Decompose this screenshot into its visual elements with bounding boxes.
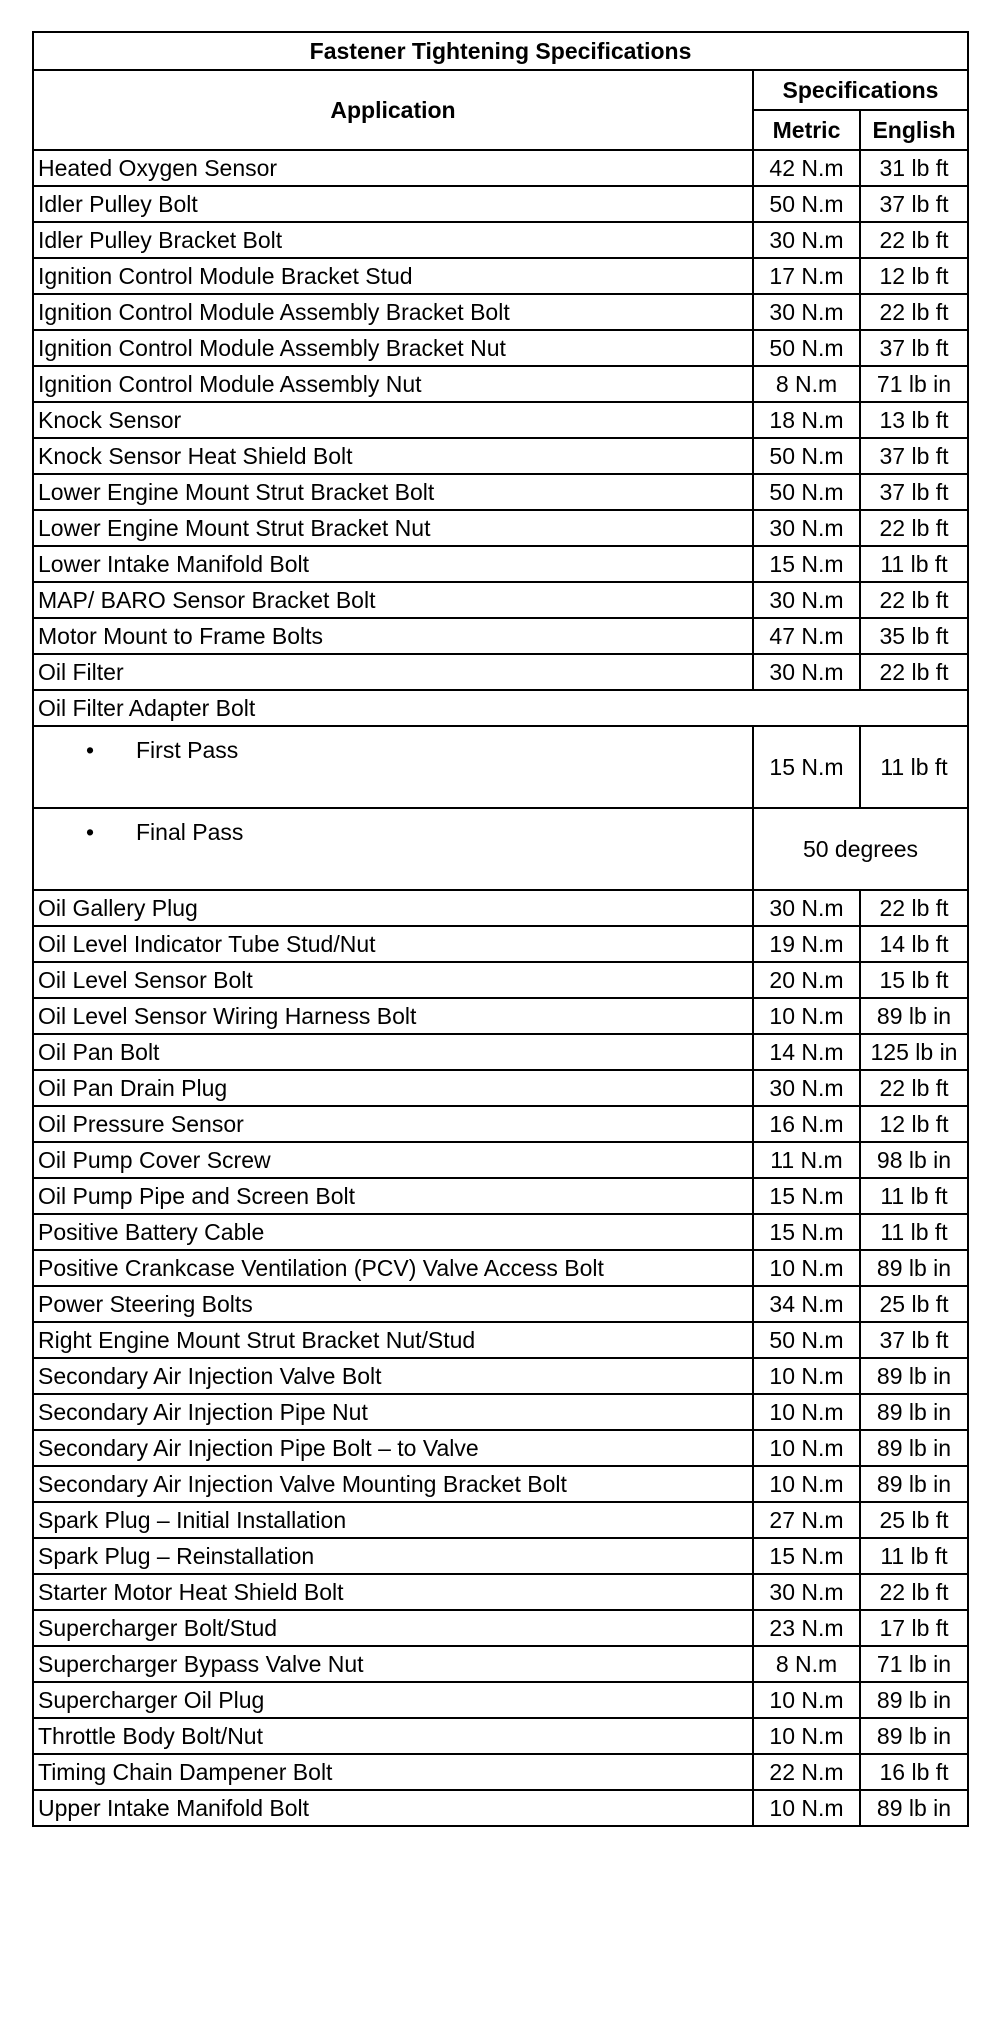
table-row: [33, 294, 968, 330]
metric-cell: 19 N.m: [753, 926, 860, 962]
application-cell: Heated Oxygen Sensor: [33, 150, 753, 186]
table-row: [33, 1178, 968, 1214]
english-cell: 37 lb ft: [860, 186, 968, 222]
metric-cell: 20 N.m: [753, 962, 860, 998]
metric-cell: 8 N.m: [753, 1646, 860, 1682]
metric-cell: 22 N.m: [753, 1754, 860, 1790]
english-cell: 89 lb in: [860, 1790, 968, 1826]
metric-cell: 50 N.m: [753, 1322, 860, 1358]
table-row: [33, 1358, 968, 1394]
metric-cell: 18 N.m: [753, 402, 860, 438]
application-cell: Positive Battery Cable: [33, 1214, 753, 1250]
application-cell: Supercharger Oil Plug: [33, 1682, 753, 1718]
combined-spec-cell: 50 degrees: [753, 808, 968, 890]
english-cell: 13 lb ft: [860, 402, 968, 438]
english-cell: 11 lb ft: [860, 726, 968, 808]
table-row: [33, 926, 968, 962]
english-cell: 98 lb in: [860, 1142, 968, 1178]
metric-cell: 30 N.m: [753, 510, 860, 546]
metric-cell: 16 N.m: [753, 1106, 860, 1142]
english-cell: 89 lb in: [860, 1718, 968, 1754]
application-cell: Secondary Air Injection Valve Mounting Bracket Bolt: [33, 1466, 753, 1502]
table-row: [33, 890, 968, 926]
table-row: [33, 222, 968, 258]
metric-cell: 30 N.m: [753, 222, 860, 258]
table-row: [33, 1322, 968, 1358]
english-cell: 11 lb ft: [860, 546, 968, 582]
table-row: [33, 1502, 968, 1538]
english-cell: 22 lb ft: [860, 1574, 968, 1610]
english-cell: 16 lb ft: [860, 1754, 968, 1790]
metric-cell: 50 N.m: [753, 438, 860, 474]
table-row: [33, 1394, 968, 1430]
english-cell: 89 lb in: [860, 1250, 968, 1286]
metric-cell: 17 N.m: [753, 258, 860, 294]
metric-cell: 10 N.m: [753, 1394, 860, 1430]
english-cell: 17 lb ft: [860, 1610, 968, 1646]
table-row: [33, 690, 968, 726]
english-cell: 25 lb ft: [860, 1502, 968, 1538]
application-cell: Oil Pan Bolt: [33, 1034, 753, 1070]
application-cell: Ignition Control Module Assembly Bracket Bolt: [33, 294, 753, 330]
application-cell: Knock Sensor Heat Shield Bolt: [33, 438, 753, 474]
metric-cell: 8 N.m: [753, 366, 860, 402]
application-cell: Starter Motor Heat Shield Bolt: [33, 1574, 753, 1610]
english-cell: 12 lb ft: [860, 258, 968, 294]
application-cell: Oil Level Indicator Tube Stud/Nut: [33, 926, 753, 962]
english-cell: 25 lb ft: [860, 1286, 968, 1322]
application-cell: Oil Pan Drain Plug: [33, 1070, 753, 1106]
english-cell: 22 lb ft: [860, 510, 968, 546]
table-row: [33, 1790, 968, 1826]
table-row: [33, 1106, 968, 1142]
english-cell: 89 lb in: [860, 1394, 968, 1430]
table-row: [33, 1574, 968, 1610]
table-row: [33, 402, 968, 438]
application-cell: Idler Pulley Bolt: [33, 186, 753, 222]
application-cell: Oil Pressure Sensor: [33, 1106, 753, 1142]
application-cell: [33, 808, 753, 890]
table-row: [33, 1718, 968, 1754]
english-cell: 11 lb ft: [860, 1178, 968, 1214]
metric-cell: 50 N.m: [753, 186, 860, 222]
metric-cell: 10 N.m: [753, 1718, 860, 1754]
table-row: [33, 186, 968, 222]
metric-cell: 15 N.m: [753, 1178, 860, 1214]
english-cell: 89 lb in: [860, 1682, 968, 1718]
metric-cell: 10 N.m: [753, 1250, 860, 1286]
application-header: Application: [33, 70, 753, 150]
table-row: [33, 582, 968, 618]
bullet-marker: •: [86, 819, 95, 845]
table-body-b: [33, 890, 968, 1826]
table-row: [33, 618, 968, 654]
metric-cell: 10 N.m: [753, 1682, 860, 1718]
english-header: English: [860, 110, 968, 150]
metric-cell: 15 N.m: [753, 546, 860, 582]
metric-cell: 30 N.m: [753, 1574, 860, 1610]
metric-cell: 30 N.m: [753, 654, 860, 690]
table-row: [33, 1430, 968, 1466]
application-cell: Oil Filter Adapter Bolt: [33, 690, 968, 726]
table-row: [33, 1466, 968, 1502]
table-row: [33, 1610, 968, 1646]
metric-cell: 11 N.m: [753, 1142, 860, 1178]
metric-cell: 10 N.m: [753, 1430, 860, 1466]
english-cell: 89 lb in: [860, 1466, 968, 1502]
table-row: [33, 150, 968, 186]
fastener-spec-table: [32, 31, 969, 1827]
application-cell: Lower Intake Manifold Bolt: [33, 546, 753, 582]
english-cell: 22 lb ft: [860, 654, 968, 690]
table-title: Fastener Tightening Specifications: [33, 32, 968, 70]
english-cell: 22 lb ft: [860, 1070, 968, 1106]
bullet-marker: •: [86, 737, 95, 763]
oil-filter-adapter-group: [33, 690, 968, 890]
application-cell: Oil Level Sensor Wiring Harness Bolt: [33, 998, 753, 1034]
metric-cell: 27 N.m: [753, 1502, 860, 1538]
application-cell: Right Engine Mount Strut Bracket Nut/Stud: [33, 1322, 753, 1358]
metric-cell: 10 N.m: [753, 1466, 860, 1502]
application-cell: Upper Intake Manifold Bolt: [33, 1790, 753, 1826]
table-row: [33, 1250, 968, 1286]
application-cell: Timing Chain Dampener Bolt: [33, 1754, 753, 1790]
application-cell: Positive Crankcase Ventilation (PCV) Valve Access Bolt: [33, 1250, 753, 1286]
application-cell: Lower Engine Mount Strut Bracket Nut: [33, 510, 753, 546]
english-cell: 22 lb ft: [860, 294, 968, 330]
english-cell: 89 lb in: [860, 998, 968, 1034]
english-cell: 11 lb ft: [860, 1538, 968, 1574]
english-cell: 35 lb ft: [860, 618, 968, 654]
application-cell: Oil Gallery Plug: [33, 890, 753, 926]
metric-cell: 30 N.m: [753, 890, 860, 926]
application-cell: Secondary Air Injection Valve Bolt: [33, 1358, 753, 1394]
application-cell: Oil Pump Cover Screw: [33, 1142, 753, 1178]
metric-cell: 50 N.m: [753, 330, 860, 366]
application-cell: Ignition Control Module Assembly Bracket Nut: [33, 330, 753, 366]
application-cell: Throttle Body Bolt/Nut: [33, 1718, 753, 1754]
application-cell: Idler Pulley Bracket Bolt: [33, 222, 753, 258]
application-cell: Motor Mount to Frame Bolts: [33, 618, 753, 654]
english-cell: 89 lb in: [860, 1358, 968, 1394]
metric-cell: 30 N.m: [753, 1070, 860, 1106]
sub-application-label: First Pass: [136, 737, 239, 763]
table-row: [33, 438, 968, 474]
metric-cell: 15 N.m: [753, 1538, 860, 1574]
metric-cell: 10 N.m: [753, 1358, 860, 1394]
specifications-header: Specifications: [753, 70, 968, 110]
english-cell: 71 lb in: [860, 366, 968, 402]
table-row: [33, 1034, 968, 1070]
metric-cell: 23 N.m: [753, 1610, 860, 1646]
english-cell: 22 lb ft: [860, 890, 968, 926]
application-cell: Ignition Control Module Assembly Nut: [33, 366, 753, 402]
table-row: [33, 1646, 968, 1682]
metric-cell: 34 N.m: [753, 1286, 860, 1322]
table-row: [33, 330, 968, 366]
application-cell: Oil Pump Pipe and Screen Bolt: [33, 1178, 753, 1214]
table-row: [33, 366, 968, 402]
english-cell: 37 lb ft: [860, 1322, 968, 1358]
english-cell: 71 lb in: [860, 1646, 968, 1682]
metric-cell: 30 N.m: [753, 582, 860, 618]
application-cell: Secondary Air Injection Pipe Nut: [33, 1394, 753, 1430]
application-cell: [33, 726, 753, 808]
sub-application-label: Final Pass: [136, 819, 244, 845]
metric-cell: 15 N.m: [753, 726, 860, 808]
table-body-a: [33, 150, 968, 690]
table-row: [33, 1286, 968, 1322]
english-cell: 89 lb in: [860, 1430, 968, 1466]
english-cell: 31 lb ft: [860, 150, 968, 186]
english-cell: 12 lb ft: [860, 1106, 968, 1142]
metric-cell: 10 N.m: [753, 1790, 860, 1826]
english-cell: 15 lb ft: [860, 962, 968, 998]
table-row: [33, 258, 968, 294]
english-cell: 37 lb ft: [860, 474, 968, 510]
application-cell: Ignition Control Module Bracket Stud: [33, 258, 753, 294]
metric-cell: 10 N.m: [753, 998, 860, 1034]
table-row: [33, 474, 968, 510]
table-row: [33, 1682, 968, 1718]
metric-cell: 30 N.m: [753, 294, 860, 330]
english-cell: 22 lb ft: [860, 222, 968, 258]
application-cell: Secondary Air Injection Pipe Bolt – to Valve: [33, 1430, 753, 1466]
metric-cell: 15 N.m: [753, 1214, 860, 1250]
english-cell: 14 lb ft: [860, 926, 968, 962]
table-row: [33, 1142, 968, 1178]
application-cell: Lower Engine Mount Strut Bracket Bolt: [33, 474, 753, 510]
application-cell: Power Steering Bolts: [33, 1286, 753, 1322]
table-row: [33, 546, 968, 582]
application-cell: Oil Filter: [33, 654, 753, 690]
table-row: [33, 726, 968, 808]
application-cell: MAP/ BARO Sensor Bracket Bolt: [33, 582, 753, 618]
metric-cell: 47 N.m: [753, 618, 860, 654]
table-row: [33, 1214, 968, 1250]
metric-cell: 42 N.m: [753, 150, 860, 186]
table-row: [33, 962, 968, 998]
metric-header: Metric: [753, 110, 860, 150]
application-cell: Supercharger Bypass Valve Nut: [33, 1646, 753, 1682]
english-cell: 37 lb ft: [860, 330, 968, 366]
application-cell: Oil Level Sensor Bolt: [33, 962, 753, 998]
table-row: [33, 1070, 968, 1106]
english-cell: 22 lb ft: [860, 582, 968, 618]
metric-cell: 14 N.m: [753, 1034, 860, 1070]
table-row: [33, 510, 968, 546]
table-row: [33, 808, 968, 890]
table-row: [33, 1538, 968, 1574]
application-cell: Spark Plug – Reinstallation: [33, 1538, 753, 1574]
application-cell: Supercharger Bolt/Stud: [33, 1610, 753, 1646]
english-cell: 125 lb in: [860, 1034, 968, 1070]
table-row: [33, 1754, 968, 1790]
english-cell: 11 lb ft: [860, 1214, 968, 1250]
application-cell: Knock Sensor: [33, 402, 753, 438]
english-cell: 37 lb ft: [860, 438, 968, 474]
metric-cell: 50 N.m: [753, 474, 860, 510]
application-cell: Spark Plug – Initial Installation: [33, 1502, 753, 1538]
table-row: [33, 998, 968, 1034]
table-row: [33, 654, 968, 690]
